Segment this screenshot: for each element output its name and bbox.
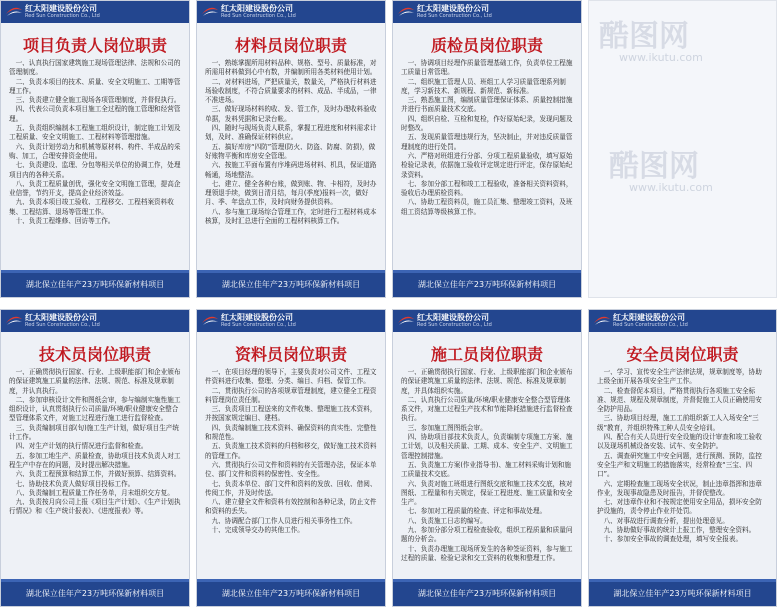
- board-header-bar: [197, 1, 385, 23]
- duty-line: 一、熟练掌握所用材料品种、规格、型号、质量标准，对所需用材料做到心中有数，并编制所用各类材料使用计划。: [205, 59, 377, 77]
- watermark-url: www.ikutu.com: [619, 51, 703, 64]
- company-name: 红太阳建设股份公司: [221, 313, 293, 322]
- board-quality-inspector: [392, 0, 582, 298]
- board-safety-officer: [588, 309, 777, 607]
- company-name-en: Red Sun Construction Co., Ltd: [417, 13, 492, 19]
- duty-line: 四、配合有关人员进行安全设施的设计审查和竣工验收以及现场机械设备安装、试车、安全防护。: [597, 433, 762, 451]
- company-logo-icon: [397, 313, 415, 327]
- duty-line: 七、负责本单位、部门文件和资料的发放、回收、借阅、传阅工作，并及时传送。: [205, 479, 377, 497]
- watermark-url: www.ikutu.com: [629, 181, 713, 194]
- board-content: [401, 59, 573, 269]
- board-footer: 湖北保立佳年产23万吨环保新材料项目: [589, 582, 776, 606]
- duty-line: 二、参加审核设计文件和图纸会审，参与编制实施性施工组织设计，认真贯彻执行公司质量/环境/职业健康安全整合型管理体系文件，对施工过程进行施工进行监督检查。: [9, 395, 181, 423]
- duty-line: 四、随时与现场负责人联系，掌握工程进度和材料需求计划，及时、准确保证材料供应。: [205, 124, 377, 142]
- duty-line: 四、代表公司负责本项目施工全过程的施工管理和经营管理。: [9, 105, 181, 123]
- board-content: [9, 368, 181, 578]
- duty-line: 九、负责本项目竣工验收、工程移交、工程档案资料收集、工程结算、退场等管理工作。: [9, 198, 174, 216]
- duty-line: 六、严格对班组进行分部、分项工程质量验收，填写原始检验记录表，依据施工验收评定规定进行评定，保存原始纪录资料。: [401, 151, 573, 179]
- duty-line: 七、建立、健全各种台账，做到账、物、卡相符，及时办理领退手续，做到日清月结，每月(季度)报料一次，做好月、季、年盘点工作，及时向财务提供资料。: [205, 179, 377, 207]
- duty-line: 九、协助做好事故的统计上报工作，整理安全资料。: [603, 526, 756, 535]
- duty-line: 四、对生产计划的执行情况进行监督和检查。: [15, 442, 148, 451]
- board-header-bar: [589, 310, 776, 332]
- duty-line: 八、协助工程资料员，施工员汇集、整理竣工资料，及班组工资结算等级核算工作。: [401, 198, 573, 216]
- duty-line: 十、参加安全事故的调查处理，填写安全报表。: [603, 535, 743, 544]
- duty-line: 八、负责工程质量创优，强化安全文明施工管理，提高企业信誉，节约开支，提高企业经济效益。: [9, 179, 181, 198]
- duty-line: 一、协调项目经理作质量管理基础工作，负责单位工程施工质量日常管理。: [401, 59, 573, 77]
- board-technician: [0, 309, 190, 607]
- board-content: [401, 368, 573, 578]
- board-header-bar: [1, 310, 189, 332]
- duty-line: 七、负责建设、监理、分包等相关单位的协调工作，处理项目内的各种关系。: [9, 161, 181, 179]
- duty-line: 九、协调配合部门工作人员进行相关事务性工作。: [211, 516, 357, 525]
- company-logo-icon: [397, 4, 415, 18]
- board-footer: 湖北保立佳年产23万吨环保新材料项目: [393, 273, 581, 297]
- duty-line: 一、正确贯彻执行国家、行业、上级职能部门和企业颁布的保证建筑施工质量的法律、法规、规范、标准及规章制度，并具体组织实施。: [401, 368, 573, 395]
- duty-line: 七、对违章作业和不按规定使用安全用品，损坏安全防护设施的，责令停止作业并处罚。: [597, 498, 762, 516]
- company-name-en: Red Sun Construction Co., Ltd: [221, 13, 296, 19]
- company-logo-icon: [201, 313, 219, 327]
- duty-line: 三、参加施工图图纸会审。: [407, 423, 487, 432]
- board-project-manager: [0, 0, 190, 298]
- duty-line: 六、负责工程预算和结算工作，并做好预算、结算资料。: [15, 470, 181, 479]
- duty-line: 八、负责编制工程质量工作任务单，月末组织交方复。: [15, 488, 174, 497]
- company-name: 红太阳建设股份公司: [417, 313, 489, 322]
- company-name: 红太阳建设股份公司: [417, 4, 489, 13]
- duty-line: 五、负责施工方案(作业指导书)、施工材料采购计划和施工质量技术交底。: [401, 460, 571, 479]
- board-title: 施工员岗位职责: [430, 345, 543, 364]
- duty-line: 二、对材料进场，严把质量关，数量关，严格执行材料进场验收制度，不符合质量要求的材料、成品、半成品，一律不准进场。: [205, 77, 377, 105]
- duty-line: 十、负责办理施工现场所发生的各种签证资料，参与施工过程的质量、检验记录和交工资料的收集和整理工作。: [401, 544, 573, 562]
- board-header-bar: [393, 1, 581, 23]
- duty-line: 八、对事故进行调查分析，提出处理意见。: [603, 516, 729, 525]
- watermark-logo: 酷图网: [609, 149, 699, 184]
- duty-line: 五、参加工地生产、质量检查，协助项目技术负责人对工程生产中存在的问题，及时提出解决措施。: [9, 451, 181, 469]
- duty-line: 五、负责施工技术资料的归档和移交，做好施工技术资料的管理工作。: [205, 442, 377, 460]
- board-title: 技术员岗位职责: [38, 345, 151, 364]
- duty-line: 二、认真执行公司质量/环境/职业健康安全整合型管理体系文件，对施工过程生产技术和节能降耗措施进行监督检查执行。: [401, 395, 573, 423]
- company-name: 红太阳建设股份公司: [221, 4, 293, 13]
- board-content: [9, 59, 181, 269]
- duty-line: 二、检查督促本项目，严格贯彻执行各项施工安全标准、规范、规程及规章制度，并督促施工人员正确使用安全防护用品。: [597, 386, 762, 414]
- duty-line: 三、做好现场材料的收、发、管工作，及时办理收料验收单据，发料凭据和记录台帐。: [205, 105, 377, 123]
- duty-line: 七、参加分部工程和竣工工程验收，准备相关资料资料，验收后办理质检资料。: [401, 179, 573, 198]
- duty-line: 十、负责工程维修、回访等工作。: [15, 217, 115, 226]
- board-title: 安全员岗位职责: [626, 345, 739, 364]
- board-content: [205, 368, 377, 578]
- duty-line: 三、协助项目经理，施工工前组织新工人入场安全“三级”教育，并组织特殊工种人员安全培训。: [597, 414, 759, 432]
- duty-line: 五、发现质量管理违规行为，坚决制止，并对违反质量管理制度的进行处罚。: [401, 133, 573, 151]
- board-header-bar: [1, 1, 189, 23]
- company-name: 红太阳建设股份公司: [25, 4, 97, 13]
- company-name-en: Red Sun Construction Co., Ltd: [25, 322, 100, 328]
- board-footer: 湖北保立佳年产23万吨环保新材料项目: [197, 582, 385, 606]
- company-name-en: Red Sun Construction Co., Ltd: [221, 322, 296, 328]
- board-footer: 湖北保立佳年产23万吨环保新材料项目: [393, 582, 581, 606]
- duty-line: 十、完成领导交办的其他工作。: [211, 526, 304, 535]
- duty-line: 五、负责组织编制本工程施工组织设计，制定施工计划及工程质量、安全文明施工、工程材料等管理措施。: [9, 124, 181, 142]
- company-logo-icon: [593, 313, 611, 327]
- board-title: 材料员岗位职责: [234, 36, 347, 55]
- board-document-officer: [196, 309, 386, 607]
- company-logo-icon: [5, 4, 23, 18]
- duty-line: 三、负责编制项目部(旬)施工生产计划，做好项目生产统计工作。: [9, 423, 179, 442]
- company-name: 红太阳建设股份公司: [613, 313, 685, 322]
- board-material-officer: [196, 0, 386, 298]
- board-content: [205, 59, 377, 269]
- board-header-bar: [197, 310, 385, 332]
- duty-line: 四、负责编制施工技术资料、确保资料的真实性、完整性和规范性。: [205, 423, 377, 442]
- board-title: 资料员岗位职责: [234, 345, 347, 364]
- duty-line: 一、在项目经理的领导下，主要负责对公司文件、工程文件资料进行收集、整理、分类、编目、归档、保管工作。: [205, 368, 377, 386]
- board-footer: 湖北保立佳年产23万吨环保新材料项目: [1, 582, 189, 606]
- duty-line: 六、按施工平面布置有序堆码进场材料、机具，保证道路畅通，场地整洁。: [205, 161, 377, 179]
- board-title: 质检员岗位职责: [430, 36, 543, 55]
- board-title: 项目负责人岗位职责: [22, 36, 167, 55]
- duty-line: 三、负责建立健全施工现场各项管理制度，并督促执行。: [15, 96, 181, 105]
- duty-line: 二、贯彻执行公司的各项规章管理制度，建立健全工程资料管理岗位责任制。: [205, 386, 377, 404]
- duty-line: 一、认真执行国家建筑施工现场管理法律、法规和公司的管理制度。: [9, 59, 181, 77]
- company-name-en: Red Sun Construction Co., Ltd: [25, 13, 100, 19]
- duty-line: 五、调查研究施工中安全问题，进行预测、预防，监控安全生产和文明施工的措施落实，经常检查“三宝、四口”。: [597, 451, 762, 479]
- duty-line: 二、负责本项目的技术、质量、安全文明施工、工期等管理工作。: [9, 77, 181, 95]
- board-footer: 湖北保立佳年产23万吨环保新材料项目: [197, 273, 385, 297]
- duty-line: 八、负责施工日志的编写。: [407, 516, 487, 525]
- company-name: 红太阳建设股份公司: [25, 313, 97, 322]
- duty-line: 四、组织自检、互检和复检，作好原始纪录，发现问题及时整改。: [401, 114, 573, 133]
- duty-line: 八、参与施工现场综合管理工作，定时进行工程材料成本核算，及时汇总进行全面的工程材料核算工作。: [205, 207, 377, 226]
- company-logo-icon: [201, 4, 219, 18]
- duty-line: 九、参加分部分项工程检查验收，组织工程质量和质量问题的分析会。: [401, 526, 573, 544]
- duty-line: 九、负责按月向公司上报《项目生产计划》、《生产计划执行情况》和《生产统计报表》、《进度报表》等。: [9, 498, 181, 516]
- duty-line: 六、负责计划劳动力和机械等原材料、构件、半成品的采购、加工，合理安排资金使用。: [9, 142, 181, 160]
- board-content: [597, 368, 768, 578]
- duty-line: 五、搞好库房“四防”管理(防火、防盗、防腐、防损)，做好账物平衡和库房安全管理。: [205, 142, 376, 160]
- duty-line: 四、协助项目部技术负责人，负责编制专项施工方案、施工计划，以及相关质量、工期、成本、安全生产、文明施工管理控制措施。: [401, 433, 573, 460]
- duty-line: 七、参加对工程质量的检查、评定和事故处理。: [407, 507, 547, 516]
- board-header-bar: [393, 310, 581, 332]
- company-logo-icon: [5, 313, 23, 327]
- duty-line: 一、正确贯彻执行国家、行业、上级职能部门和企业颁布的保证建筑施工质量的法律、法规、规范、标准及规章制度，并认真执行。: [9, 368, 181, 395]
- company-name-en: Red Sun Construction Co., Ltd: [417, 322, 492, 328]
- duty-line: 六、贯彻执行公司文件和资料的有关管理办法，保证本单位、部门文件和资料的保密性、安全性。: [205, 460, 377, 479]
- board-construction-officer: [392, 309, 582, 607]
- board-footer: 湖北保立佳年产23万吨环保新材料项目: [1, 273, 189, 297]
- duty-line: 三、熟悉施工图，编制质量管理保证体系、质量控制措施并进行书面质量技术交底。: [401, 96, 573, 114]
- duty-line: 六、负责对施工班组进行图纸交底和施工技术交底，核对图纸、工程量和有关规定，保证工程进度、施工质量和安全生产。: [401, 479, 573, 507]
- duty-line: 三、负责项目工程送来的文件收集、整理施工技术资料，并按国家规定编目、建档。: [205, 405, 377, 423]
- duty-line: 二、组织施工管理人员、班组工人学习质量管理系列制度，学习新技术、新规程、新规范、新标准。: [401, 77, 566, 95]
- duty-line: 六、定期检查施工现场安全状况，制止违章指挥和违章作业，发现事故隐患及时报告，并督促整改。: [597, 479, 762, 497]
- watermark-area: [588, 0, 777, 298]
- watermark-logo: 酷图网: [599, 19, 689, 54]
- duty-line: 七、协助技术负责人做好项目投标工作。: [15, 479, 135, 488]
- duty-line: 一、学习、宣传安全生产法律法规，规章制度等，协助上级全面开展各项安全生产工作。: [597, 368, 762, 386]
- duty-line: 八、建立健全文件和资料有效控制和各种记录，防止文件和资料的丢失。: [205, 498, 377, 516]
- company-name-en: Red Sun Construction Co., Ltd: [613, 322, 688, 328]
